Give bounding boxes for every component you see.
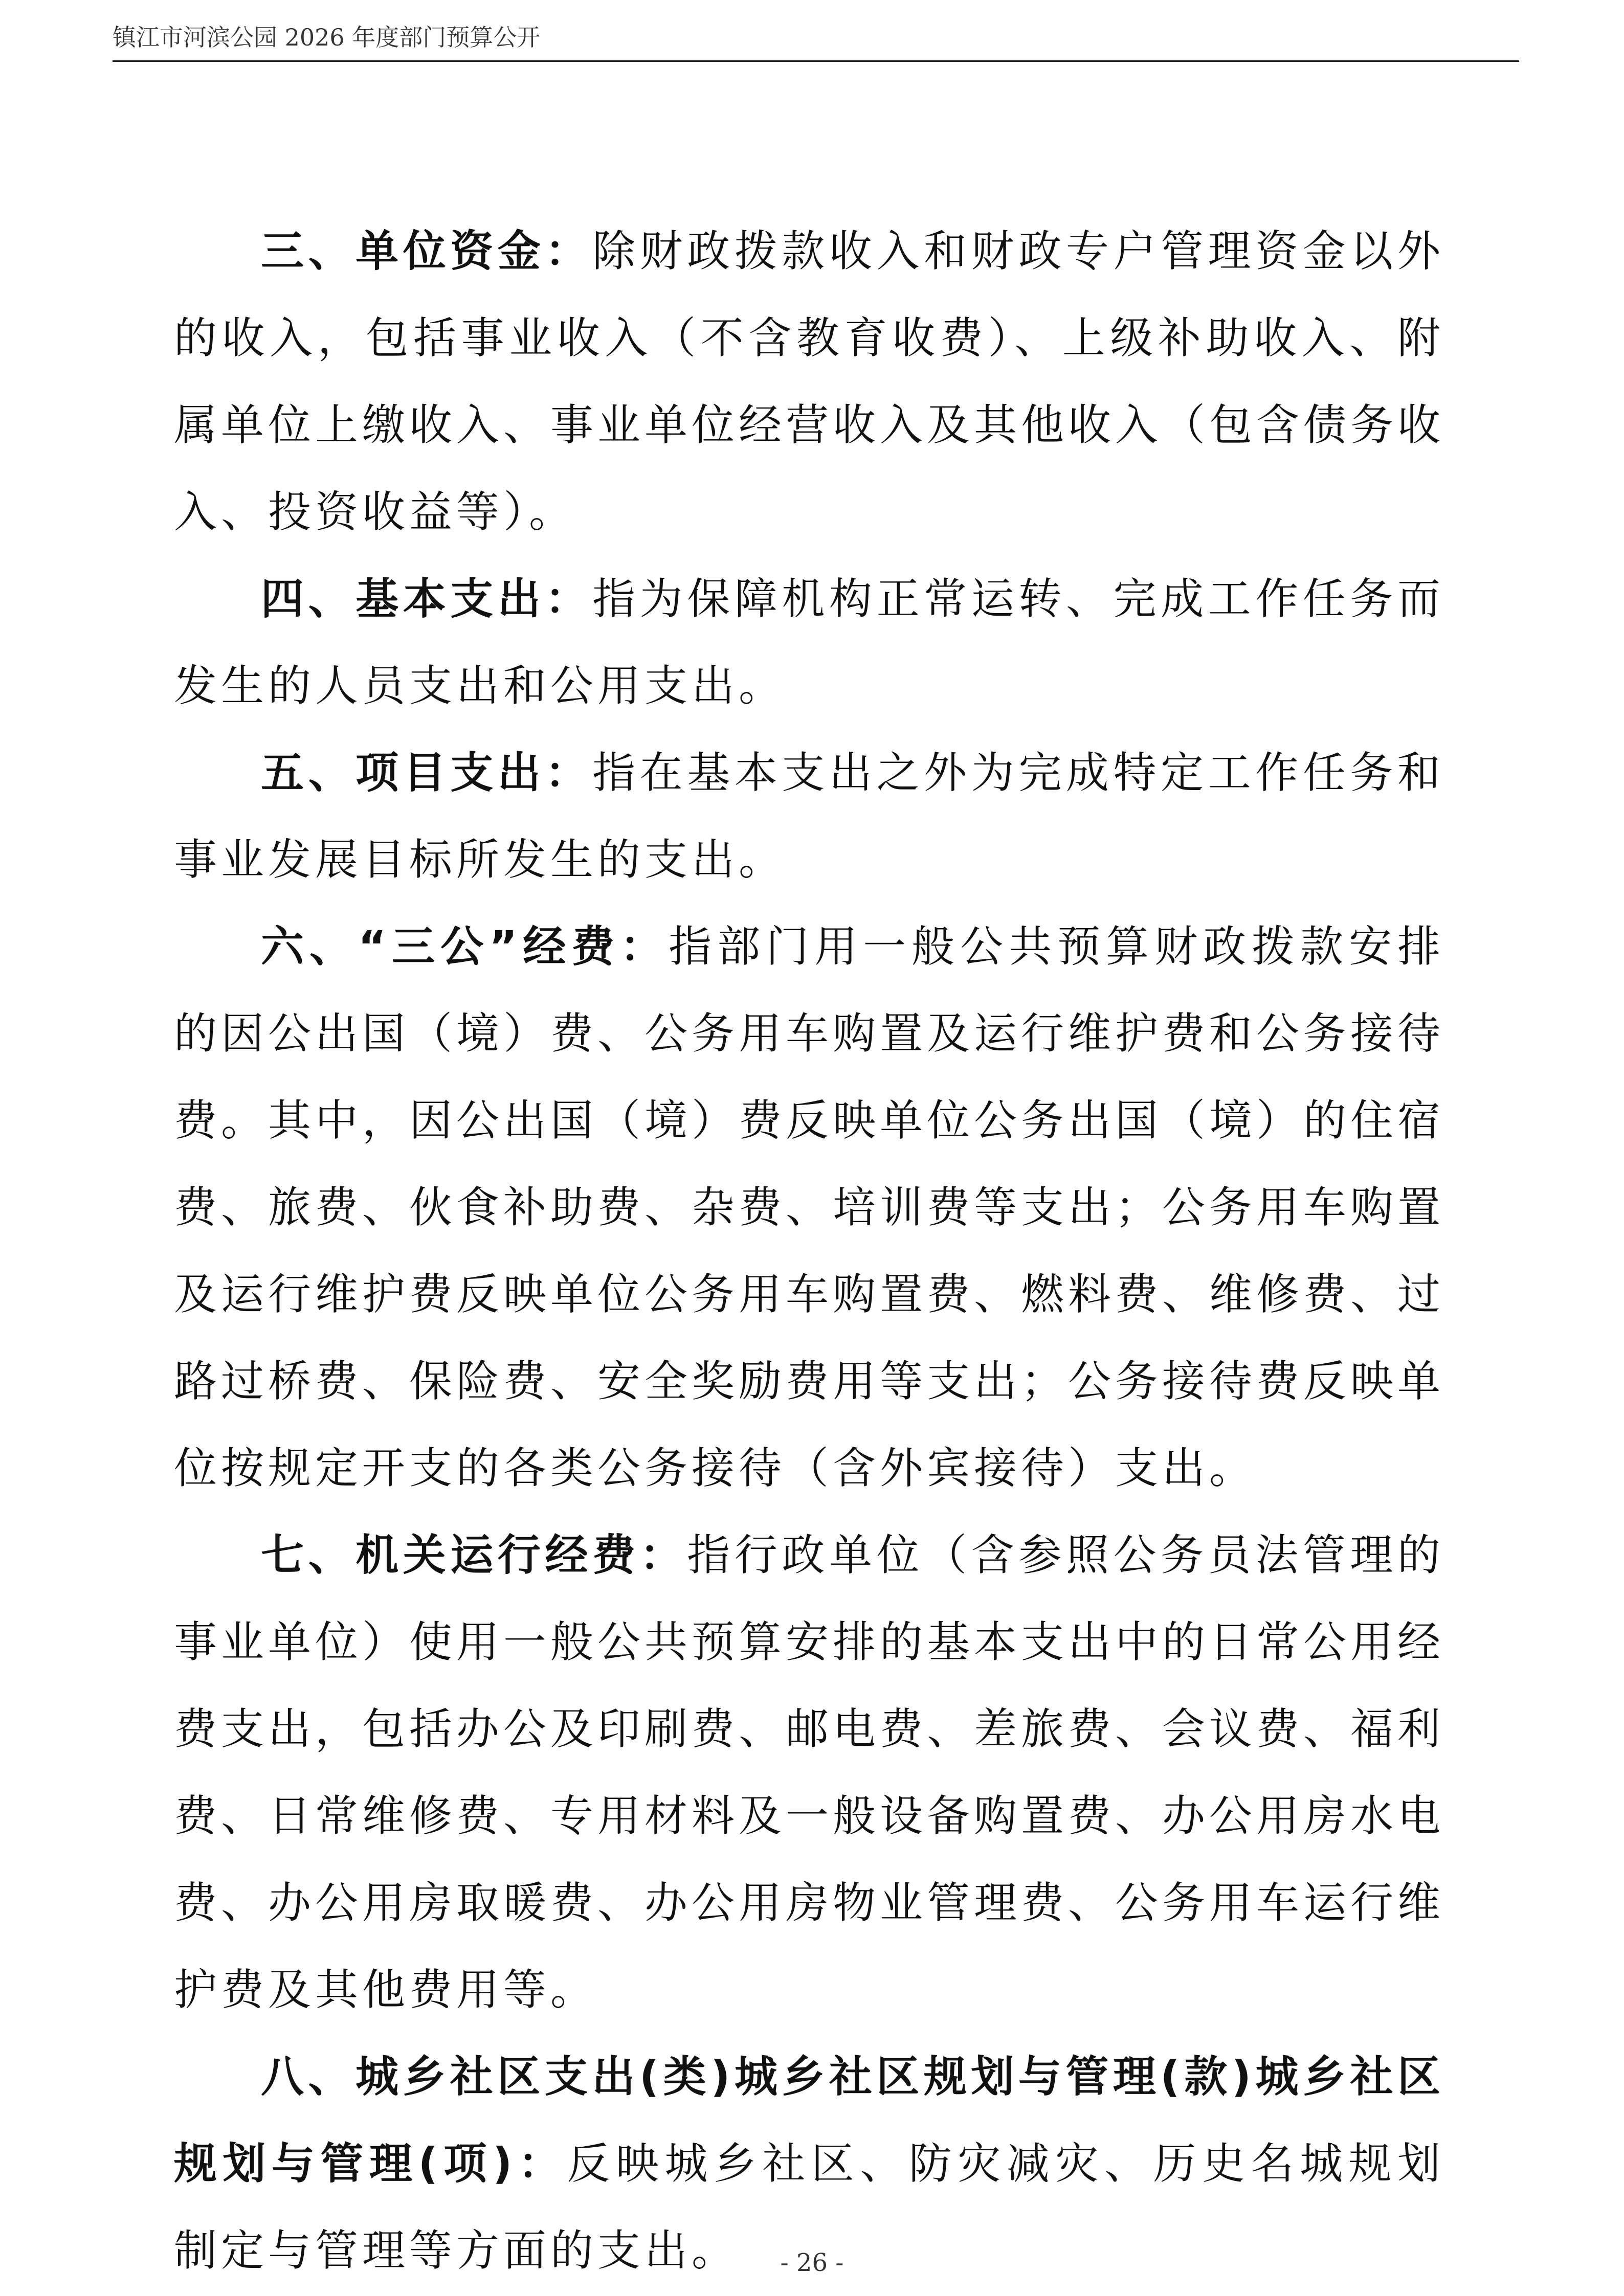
paragraph-operating-expenses bbox=[174, 1512, 1444, 2033]
paragraph-three-public-expenses bbox=[174, 903, 1444, 1512]
term-heading: 三、单位资金： bbox=[261, 226, 593, 276]
paragraph-project-expenditure bbox=[174, 729, 1444, 903]
term-heading: 七、机关运行经费： bbox=[261, 1530, 687, 1580]
header-divider bbox=[113, 60, 1519, 62]
term-heading: 八、城乡社区支出(类)城乡社区规划与管理(款)城乡社区规划与管理(项)： bbox=[174, 2052, 1444, 2189]
paragraph-basic-expenditure bbox=[174, 555, 1444, 729]
paragraph-text: 指在基本支出之外为完成特定工作任务和事业发展目标所发生的支出。 bbox=[174, 748, 1444, 885]
paragraph-text: 反映城乡社区、防灾减灾、历史名城规划制定与管理等方面的支出。 bbox=[174, 2139, 1444, 2276]
term-heading: 五、项目支出： bbox=[261, 748, 593, 798]
page-number: - 26 - bbox=[780, 2248, 844, 2277]
term-heading: 六、“三公”经费： bbox=[261, 921, 669, 972]
document-header: 镇江市河滨公园 2026 年度部门预算公开 bbox=[113, 24, 541, 51]
paragraph-unit-funds bbox=[174, 208, 1444, 555]
paragraph-text: 指行政单位（含参照公务员法管理的事业单位）使用一般公共预算安排的基本支出中的日常公用经费支出，包括办公及印刷费、邮电费、差旅费、会议费、福利费、日常维修费、专用材料及一般设备购置费、办公用房水电费、办公用房取暖费、办公用房物业管理费、公务用车运行维护费及其他费用等。 bbox=[174, 1530, 1445, 2015]
paragraph-text: 指部门用一般公共预算财政拨款安排的因公出国（境）费、公务用车购置及运行维护费和公务接待费。其中，因公出国（境）费反映单位公务出国（境）的住宿费、旅费、伙食补助费、杂费、培训费等支出；公务用车购置及运行维护费反映单位公务用车购置费、燃料费、维修费、过路过桥费、保险费、安全奖励费用等支出；公务接待费反映单位按规定开支的各类公务接待（含外宾接待）支出。 bbox=[174, 921, 1445, 1493]
term-heading: 四、基本支出： bbox=[261, 574, 593, 624]
paragraph-text: 除财政拨款收入和财政专户管理资金以外的收入，包括事业收入（不含教育收费）、上级补助收入、附属单位上缴收入、事业单位经营收入及其他收入（包含债务收入、投资收益等）。 bbox=[174, 226, 1445, 537]
document-body bbox=[174, 208, 1444, 2294]
paragraph-text: 指为保障机构正常运转、完成工作任务而发生的人员支出和公用支出。 bbox=[174, 574, 1444, 711]
